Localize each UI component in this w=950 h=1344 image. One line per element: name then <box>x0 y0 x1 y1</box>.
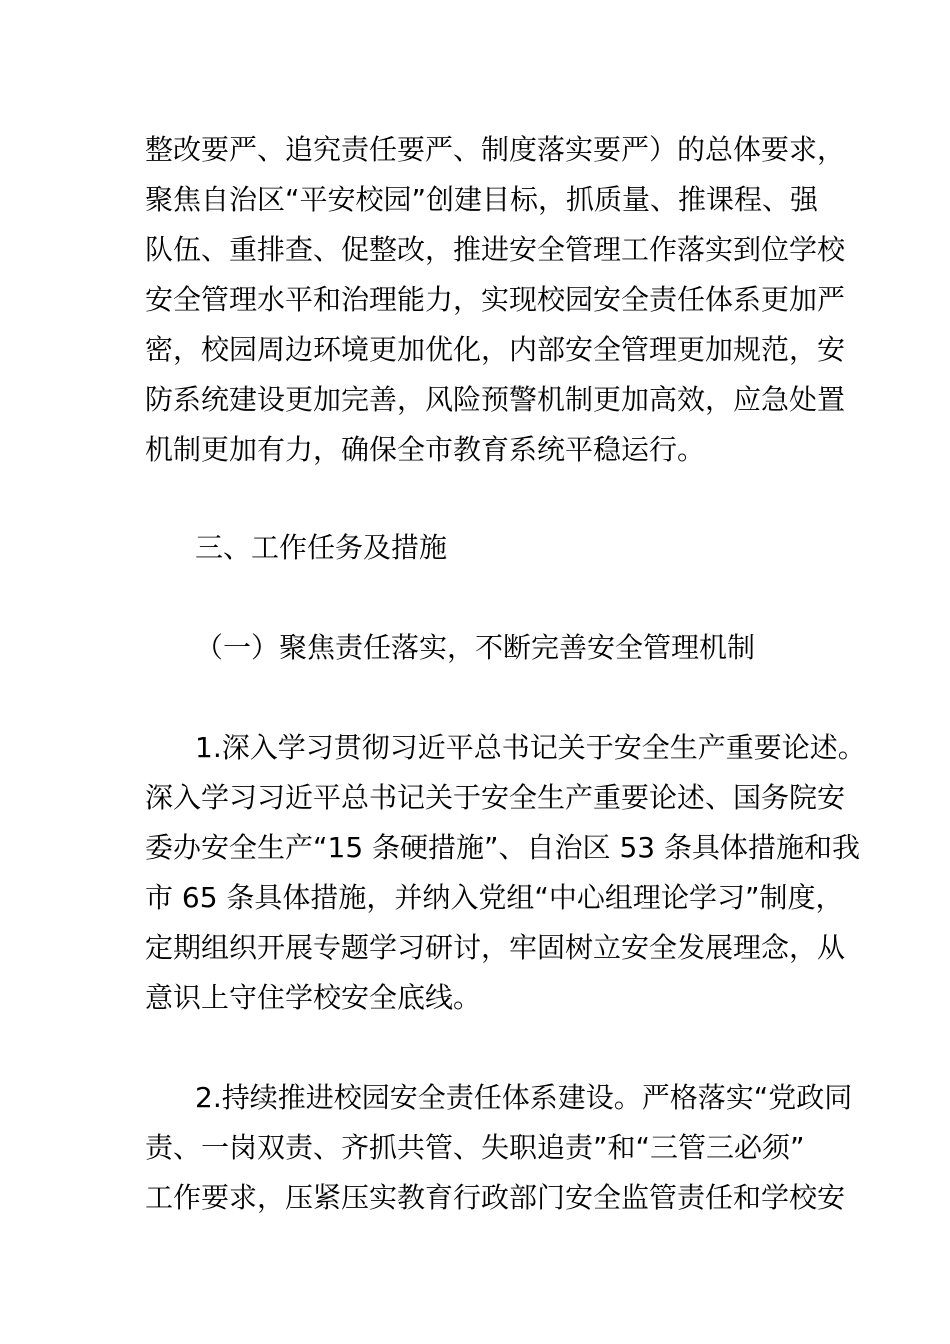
item-1-line: 1.深入学习贯彻习近平总书记关于安全生产重要论述。 <box>195 731 866 764</box>
paragraph-line: 安全管理水平和治理能力，实现校园安全责任体系更加严 <box>145 283 846 316</box>
section-heading: 三、工作任务及措施 <box>195 531 448 564</box>
subsection-heading: （一）聚焦责任落实，不断完善安全管理机制 <box>195 631 756 664</box>
paragraph-line: 机制更加有力，确保全市教育系统平稳运行。 <box>145 433 706 466</box>
paragraph-line: 队伍、重排查、促整改，推进安全管理工作落实到位学校 <box>145 233 846 266</box>
item-2-line: 责、一岗双责、齐抓共管、失职追责”和“三管三必须” <box>145 1131 805 1164</box>
paragraph-line: 防系统建设更加完善，风险预警机制更加高效，应急处置 <box>145 383 846 416</box>
paragraph-line: 密，校园周边环境更加优化，内部安全管理更加规范，安 <box>145 333 846 366</box>
item-1-line: 定期组织开展专题学习研讨，牢固树立安全发展理念，从 <box>145 931 846 964</box>
item-1-line: 深入学习习近平总书记关于安全生产重要论述、国务院安 <box>145 781 846 814</box>
item-1-line: 市 65 条具体措施，并纳入党组“中心组理论学习”制度， <box>145 881 844 914</box>
item-1-line: 意识上守住学校安全底线。 <box>145 981 482 1014</box>
item-1-line: 委办安全生产“15 条硬措施”、自治区 53 条具体措施和我 <box>145 831 860 864</box>
paragraph-line: 整改要严、追究责任要严、制度落实要严）的总体要求， <box>145 133 846 166</box>
item-2-line: 工作要求，压紧压实教育行政部门安全监管责任和学校安 <box>145 1181 846 1214</box>
item-2-line: 2.持续推进校园安全责任体系建设。严格落实“党政同 <box>195 1081 853 1114</box>
paragraph-line: 聚焦自治区“平安校园”创建目标，抓质量、推课程、强 <box>145 183 819 216</box>
